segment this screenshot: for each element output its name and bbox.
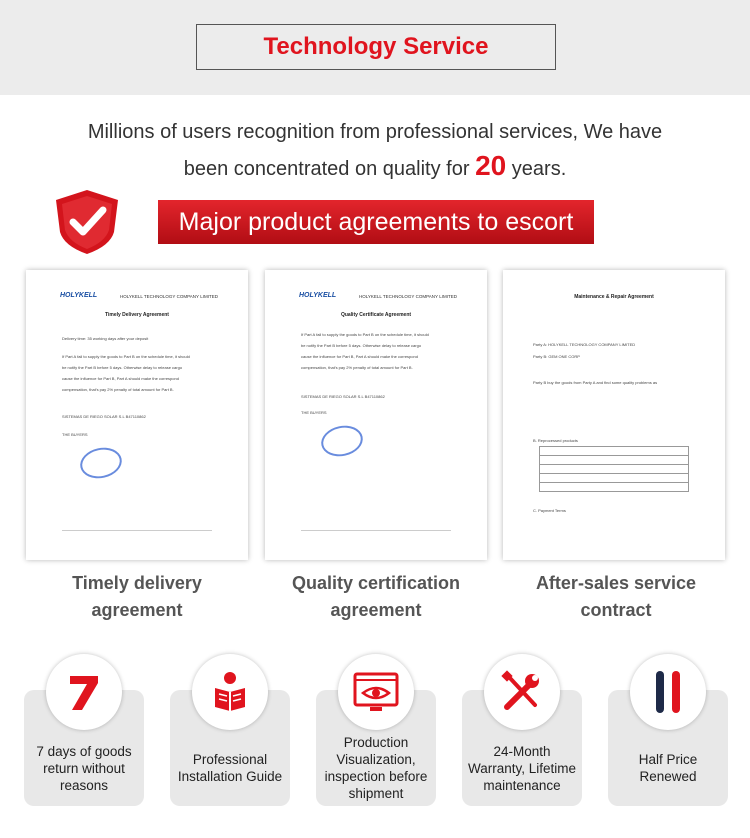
section-title-box <box>196 24 556 70</box>
intro-line-2 <box>40 149 710 186</box>
doc-signature: SISTEMAS DE RIEGO SOLAR S.L B47110862 <box>62 414 146 419</box>
intro-line-1: Millions of users recognition from professional services, We have <box>87 121 663 143</box>
doc-footer-line <box>301 530 451 531</box>
doc-logo: HOLYKELL <box>60 292 98 299</box>
doc-text: Party B buy the goods from Party A and find some quality problems as <box>533 380 658 385</box>
feature-label: Professional Installation Guide <box>177 752 283 784</box>
stamp-seal <box>318 422 365 460</box>
caption-after-sales <box>505 570 727 624</box>
feature-label: Production Visualization, inspection before shipment <box>324 735 428 801</box>
doc-text: compensation, that's pay 2% penalty of total amount for Part B. <box>62 387 174 392</box>
doc-text: be notify the Part B before 5 days. Otherwise delay to release cargo <box>62 365 183 370</box>
shield-check-icon <box>52 188 122 256</box>
reading-person-icon <box>192 654 268 730</box>
section-title: Technology Service <box>263 33 489 60</box>
doc-text: If Part A fail to supply the goods to Part B on the schedule time, it should <box>62 354 190 359</box>
wrench-screwdriver-icon <box>484 654 560 730</box>
doc-text: Delivery time: 35 working days after your deposit <box>62 336 149 341</box>
doc-signature-role: THE BUYERS <box>301 410 327 415</box>
doc-table <box>539 446 689 492</box>
document-quality-certificate <box>265 270 487 560</box>
doc-text: B. Reprocessed products <box>533 438 578 443</box>
feature-label: 7 days of goods return without reasons <box>36 743 132 793</box>
banner-label: Major product agreements to escort <box>178 207 574 236</box>
doc-text: compensation, that's pay 2% penalty of total amount for Part B. <box>301 365 413 370</box>
doc-company: HOLYKELL TECHNOLOGY COMPANY LIMITED <box>120 294 218 299</box>
seven-days-icon <box>46 654 122 730</box>
feature-label: 24-Month Warranty, Lifetime maintenance <box>467 743 577 793</box>
caption-line: agreement <box>330 600 422 620</box>
intro-line-2-pre: been concentrated on quality for <box>183 158 470 180</box>
caption-timely-delivery <box>26 570 248 624</box>
caption-line: Timely delivery <box>72 573 202 593</box>
doc-text: C. Payment Terms <box>533 508 566 513</box>
half-price-icon <box>630 654 706 730</box>
doc-text: If Part A fail to supply the goods to Part B on the schedule time, it should <box>301 332 429 337</box>
agreements-banner <box>158 200 594 244</box>
doc-text: be notify the Part B before 5 days. Otherwise delay to release cargo <box>301 343 422 348</box>
doc-logo: HOLYKELL <box>299 292 337 299</box>
doc-text: Party A: HOLYKELL TECHNOLOGY COMPANY LIMITED <box>533 342 636 347</box>
doc-company: HOLYKELL TECHNOLOGY COMPANY LIMITED <box>359 294 457 299</box>
feature-label: Half Price Renewed <box>638 752 698 784</box>
doc-signature-role: THE BUYERS <box>62 432 88 437</box>
years-number: 20 <box>475 150 507 181</box>
caption-line: After-sales service <box>535 573 697 593</box>
doc-text: cause the influence for Part B, Part A should make the correspond <box>62 376 179 381</box>
caption-line: Quality certification <box>291 573 461 593</box>
intro-line-2-post: years. <box>511 158 567 180</box>
doc-footer-line <box>62 530 212 531</box>
stamp-seal <box>77 444 124 482</box>
doc-signature: SISTEMAS DE RIEGO SOLAR S.L B47110862 <box>301 394 385 399</box>
doc-text: Party B: GEM ONE CORP <box>533 354 580 359</box>
document-timely-delivery <box>26 270 248 560</box>
doc-text: cause the influence for Part B, Part A should make the correspond <box>301 354 418 359</box>
caption-line: contract <box>580 600 652 620</box>
doc-title: Quality Certificate Agreement <box>340 312 412 318</box>
caption-line: agreement <box>91 600 183 620</box>
eye-monitor-icon <box>338 654 414 730</box>
document-after-sales <box>503 270 725 560</box>
caption-quality-certificate <box>265 570 487 624</box>
intro-text <box>40 116 710 186</box>
doc-title: Timely Delivery Agreement <box>105 312 169 318</box>
doc-title: Maintenance & Repair Agreement <box>574 294 654 300</box>
